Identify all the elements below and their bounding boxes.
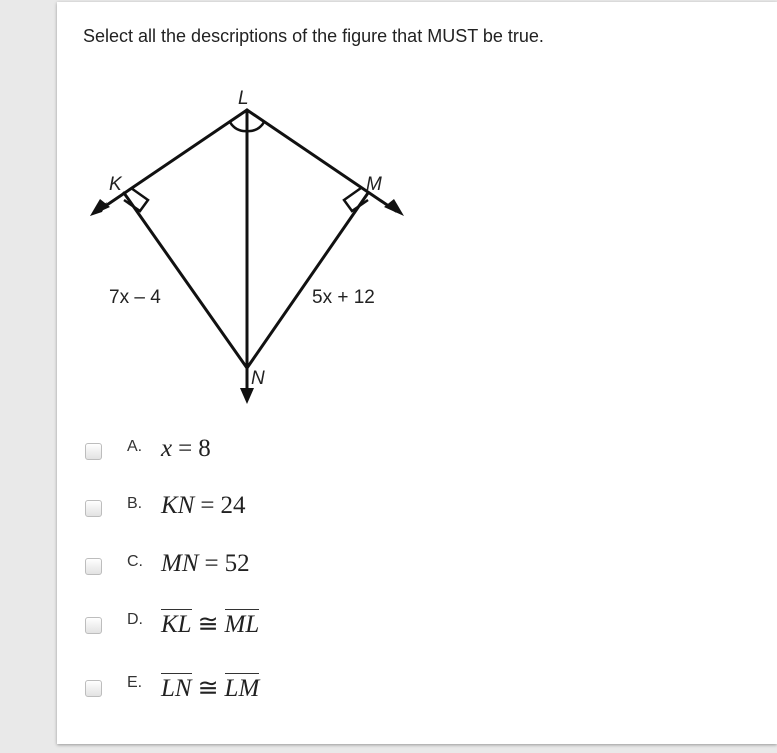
choice-rhs: 24 bbox=[220, 492, 246, 519]
choice-c[interactable] bbox=[0, 548, 777, 588]
checkbox-b[interactable] bbox=[85, 500, 102, 517]
choice-expression bbox=[161, 550, 250, 578]
choice-letter: A. bbox=[127, 438, 143, 455]
checkbox-c[interactable] bbox=[85, 558, 102, 575]
choice-letter: B. bbox=[127, 495, 143, 512]
label-n: N bbox=[251, 368, 265, 389]
choice-op: ≅ bbox=[197, 675, 219, 702]
expression-kn: 7x – 4 bbox=[109, 287, 161, 308]
choice-b[interactable] bbox=[0, 490, 777, 530]
choice-lhs: KN bbox=[161, 492, 195, 519]
segment-lk bbox=[98, 110, 247, 211]
choice-op: = bbox=[178, 435, 193, 462]
angle-arc-right bbox=[247, 122, 264, 131]
arrowhead-k-fill bbox=[90, 199, 110, 216]
choice-letter: D. bbox=[127, 611, 143, 628]
checkbox-e[interactable] bbox=[85, 680, 102, 697]
segment-kn bbox=[124, 193, 247, 368]
choice-letter: E. bbox=[127, 674, 143, 691]
expression-mn: 5x + 12 bbox=[312, 287, 375, 308]
choice-expression bbox=[161, 673, 259, 703]
segment-mn bbox=[247, 193, 368, 368]
arrowhead-n bbox=[240, 388, 254, 404]
choice-rhs: 52 bbox=[224, 550, 250, 577]
checkbox-d[interactable] bbox=[85, 617, 102, 634]
choice-rhs: ML bbox=[224, 611, 260, 638]
question-prompt: Select all the descriptions of the figure that MUST be true. bbox=[83, 26, 544, 46]
choice-e[interactable] bbox=[0, 671, 777, 711]
choice-lhs: x bbox=[161, 435, 173, 462]
choice-lhs: KL bbox=[161, 611, 192, 638]
angle-arc-left bbox=[230, 122, 247, 131]
choice-rhs: 8 bbox=[198, 435, 211, 462]
arrowhead-m bbox=[384, 199, 404, 216]
choice-letter: C. bbox=[127, 553, 143, 570]
label-l: L bbox=[238, 88, 249, 109]
choice-lhs: LN bbox=[161, 675, 192, 702]
choice-op: ≅ bbox=[197, 611, 219, 638]
choice-expression bbox=[161, 609, 259, 639]
choice-expression bbox=[161, 435, 211, 463]
choice-op: = bbox=[204, 550, 219, 577]
choice-d[interactable] bbox=[0, 607, 777, 647]
choice-lhs: MN bbox=[161, 550, 199, 577]
choice-rhs: LM bbox=[224, 675, 260, 702]
choice-a[interactable] bbox=[0, 432, 777, 472]
label-m: M bbox=[366, 174, 382, 195]
segment-lm bbox=[247, 110, 396, 211]
choice-op: = bbox=[200, 492, 215, 519]
checkbox-a[interactable] bbox=[85, 443, 102, 460]
label-k: K bbox=[109, 174, 122, 195]
choice-expression bbox=[161, 492, 245, 520]
